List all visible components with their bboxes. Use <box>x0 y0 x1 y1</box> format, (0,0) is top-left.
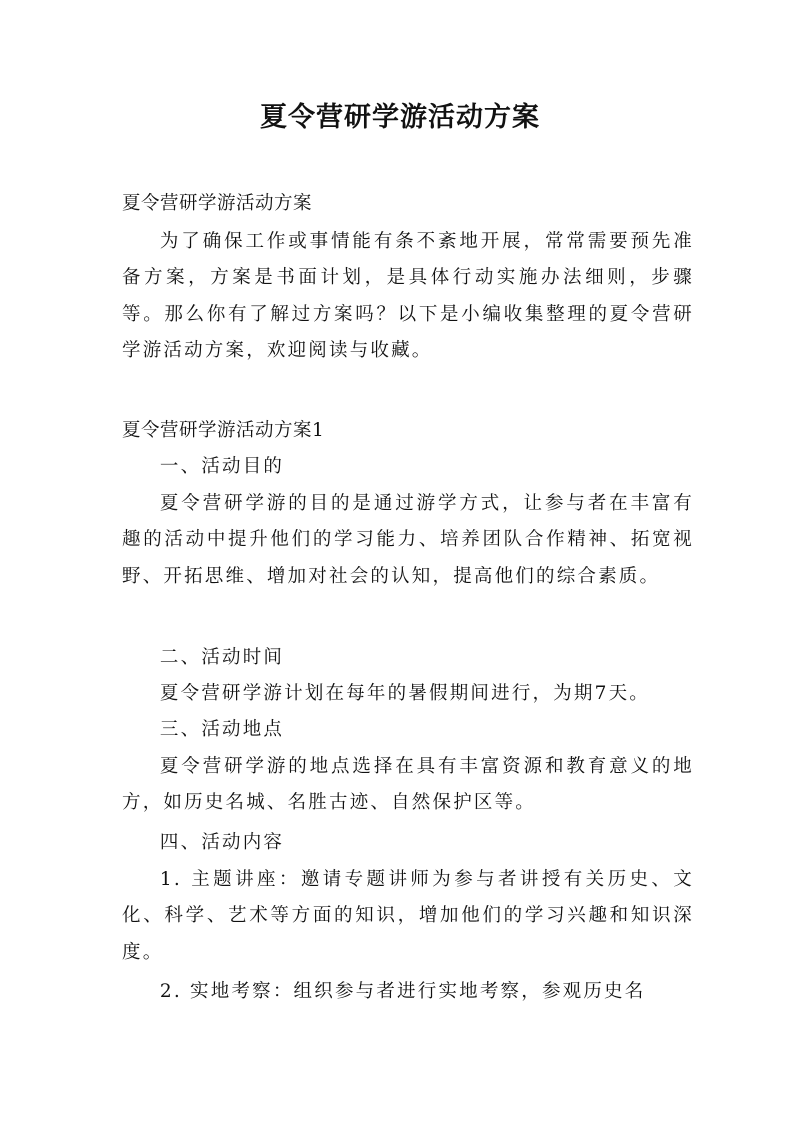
content-item-1: 1. 主题讲座：邀请专题讲师为参与者讲授有关历史、文化、科学、艺术等方面的知识，增加他们的学习兴趣和知识深度。 <box>122 869 694 963</box>
time-heading: 二、活动时间 <box>159 647 285 668</box>
place-paragraph: 夏令营研学游的地点选择在具有丰富资源和教育意义的地方，如历史名城、名胜古迹、自然保护区等。 <box>122 756 694 814</box>
purpose-heading: 一、活动目的 <box>159 456 285 477</box>
content-heading: 四、活动内容 <box>159 832 285 853</box>
place-heading: 三、活动地点 <box>159 719 285 740</box>
plan1-heading: 夏令营研学游活动方案1 <box>122 420 325 441</box>
purpose-paragraph: 夏令营研学游的目的是通过游学方式，让参与者在丰富有趣的活动中提升他们的学习能力、培养团队合作精神、拓宽视野、开拓思维、增加对社会的认知，提高他们的综合素质。 <box>122 493 694 587</box>
intro-heading: 夏令营研学游活动方案 <box>122 193 313 214</box>
intro-paragraph: 为了确保工作或事情能有条不紊地开展，常常需要预先准备方案，方案是书面计划，是具体行动实施办法细则，步骤等。那么你有了解过方案吗？以下是小编收集整理的夏令营研学游活动方案，欢迎阅读与收藏。 <box>122 231 694 362</box>
content-item-2: 2. 实地考察：组织参与者进行实地考察，参观历史名 <box>159 981 646 1002</box>
document-title: 夏令营研学游活动方案 <box>260 102 540 133</box>
time-paragraph: 夏令营研学游计划在每年的暑假期间进行，为期7天。 <box>159 683 650 704</box>
